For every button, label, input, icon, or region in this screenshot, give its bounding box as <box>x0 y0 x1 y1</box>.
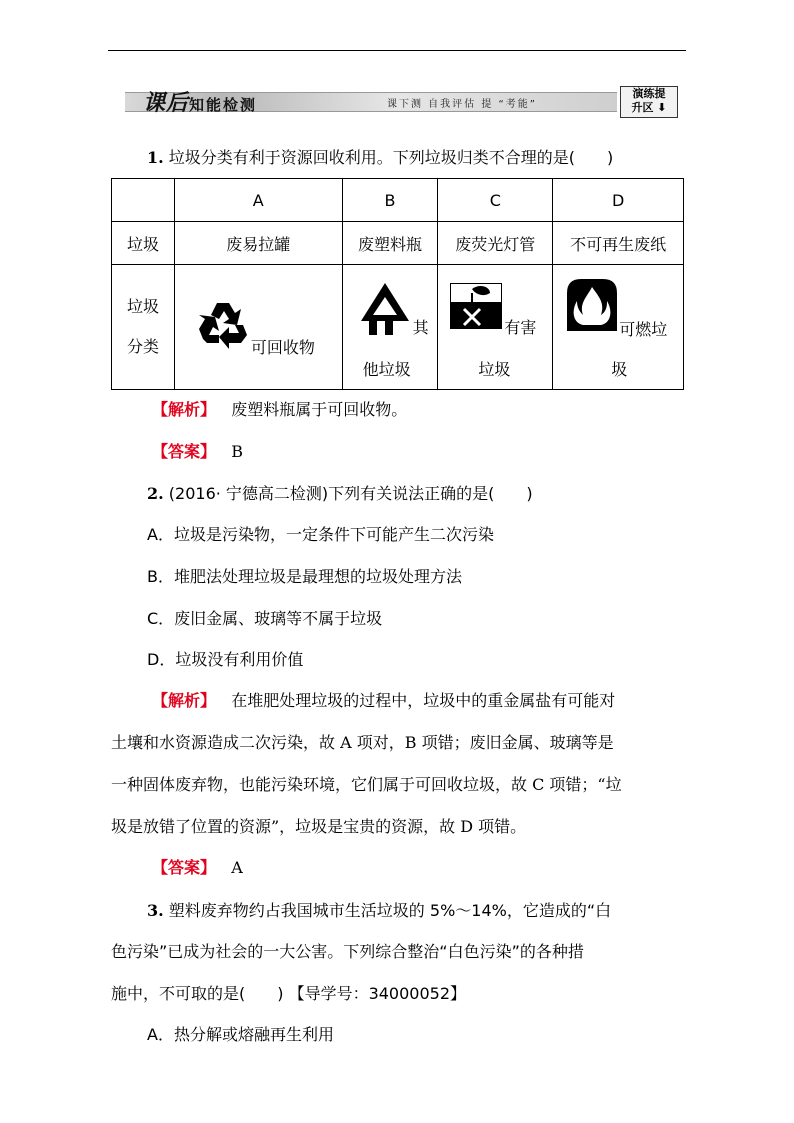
q3-stem-line-3: 施中，不可取的是( ) 【导学号：34000052】 <box>111 984 467 1003</box>
banner-subtitle: 课下测 自我评估 提 “考能” <box>387 99 537 110</box>
hazardous-icon <box>450 283 502 329</box>
row-label-garbage: 垃圾 <box>112 222 175 265</box>
banner-box: 演练提 升区 ⬇ <box>620 86 678 118</box>
table-head-blank <box>112 179 175 222</box>
table-head-c: C <box>438 179 553 222</box>
q2-answer: 【答案】 A <box>152 858 243 877</box>
q3-stem-line-1: 3. 塑料废弃物约占我国城市生活垃圾的 5%～14%，它造成的“白 <box>147 901 612 920</box>
q2-stem: 2. (2016· 宁德高二检测)下列有关说法正确的是( ) <box>147 484 533 503</box>
flammable-icon <box>567 279 617 331</box>
header-rule <box>108 50 686 51</box>
class-a-label: 可回收物 <box>250 338 315 357</box>
q1-table <box>111 178 684 390</box>
class-c-label-1: 有害 <box>504 318 537 337</box>
class-d-label-2: 圾 <box>611 360 628 379</box>
garbage-a: 废易拉罐 <box>174 222 342 265</box>
table-head-a: A <box>174 179 342 222</box>
q2-option-a: A．垃圾是污染物，一定条件下可能产生二次污染 <box>147 525 494 544</box>
garbage-b: 废塑料瓶 <box>342 222 438 265</box>
table-head-b: B <box>342 179 438 222</box>
q2-option-d: D．垃圾没有利用价值 <box>147 650 304 669</box>
class-c-label-2: 垃圾 <box>478 360 511 379</box>
garbage-d: 不可再生废纸 <box>553 222 684 265</box>
banner-title: 课后知能检测 <box>143 90 258 116</box>
q3-option-a: A．热分解或熔融再生利用 <box>147 1025 334 1044</box>
q1-answer: 【答案】 B <box>152 442 244 461</box>
section-banner <box>125 86 680 116</box>
q2-analysis-line-2: 土壤和水资源造成二次污染，故 A 项对，B 项错；废旧金属、玻璃等是 <box>111 733 614 752</box>
row-label-class: 垃圾 分类 <box>112 265 175 390</box>
q2-option-b: B．堆肥法处理垃圾是最理想的垃圾处理方法 <box>147 567 462 586</box>
recycle-icon <box>197 299 249 351</box>
class-d-label-1: 可燃垃 <box>619 320 668 339</box>
other-waste-icon <box>357 281 413 337</box>
table-head-d: D <box>553 179 684 222</box>
class-a <box>174 265 342 390</box>
garbage-c: 废荧光灯管 <box>438 222 553 265</box>
class-c <box>438 265 553 390</box>
q2-analysis-line-3: 一种固体废弃物，也能污染环境，它们属于可回收垃圾，故 C 项错；“垃 <box>111 775 622 794</box>
q1-analysis: 【解析】 废塑料瓶属于可回收物。 <box>152 400 408 419</box>
class-b-label-1: 其 <box>412 318 429 337</box>
class-b <box>342 265 438 390</box>
class-b-label-2: 他垃圾 <box>362 360 411 379</box>
q1-stem: 1. 垃圾分类有利于资源回收利用。下列垃圾归类不合理的是( ) <box>147 148 614 167</box>
q3-stem-line-2: 色污染”已成为社会的一大公害。下列综合整治“白色污染”的各种措 <box>111 942 584 961</box>
q2-analysis-line-1: 【解析】 在堆肥处理垃圾的过程中，垃圾中的重金属盐有可能对 <box>152 691 616 710</box>
q2-option-c: C．废旧金属、玻璃等不属于垃圾 <box>147 609 383 628</box>
q2-analysis-line-4: 圾是放错了位置的资源”，垃圾是宝贵的资源，故 D 项错。 <box>111 817 527 836</box>
class-d <box>553 265 684 390</box>
